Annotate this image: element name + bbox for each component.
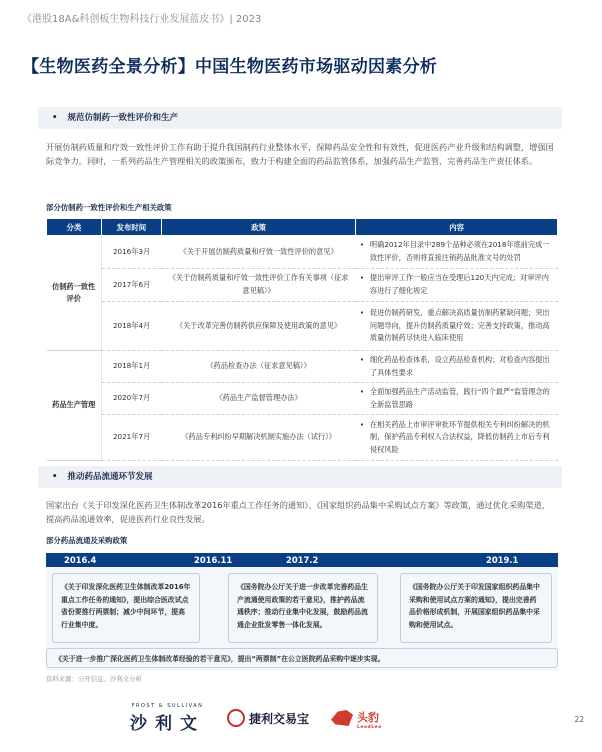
section-heading-text: 推动药品流通环节发展 — [67, 472, 153, 482]
page-number: 22 — [574, 715, 584, 724]
table-row — [47, 383, 558, 415]
table-row — [47, 268, 558, 302]
timeline-bottom-box: 《关于进一步推广深化医药卫生体制改革经验的若干意见》，提出“两票制”在公立医院药品采购中逐步实现。 — [46, 648, 558, 668]
table-row — [47, 236, 558, 269]
date-cell: 2016年3月 — [101, 236, 161, 269]
policy-cell: 《药品专利纠纷早期解决机制实施办法（试行）》 — [161, 415, 356, 461]
policy-cell: 《关于仿制药质量和疗效一致性评价工作有关事项（征求意见稿）》 — [161, 268, 356, 302]
date-cell: 2017年6月 — [101, 268, 161, 302]
section-paragraph: 开展仿制药质量和疗效一致性评价工作有助于提升我国制药行业整体水平，保障药品安全性和有效性，促进医药产业升级和结构调整，增强国际竞争力。同时，一系列药品生产管理相关的政策颁布，致力于构建全面的药品监管体系，加强药品生产监管，完善药品生产责任体系。 — [46, 142, 554, 166]
timeline-caption: 部分药品流通及采购政策 — [46, 536, 128, 545]
column-header: 发布时间 — [101, 219, 161, 236]
timeline-box: 《国务院办公厅关于进一步改革完善药品生产流通使用政策的若干意见》，推护药品流通秩序；推动行业集中化发展，鼓励药品流通企业批发零售一体化发展。 — [228, 573, 378, 643]
content-cell: • 在相关药品上市审评审批环节提供相关专利纠纷解决的机制，保护药品专利权人合法权益，降低仿制药上市后专利侵权风险 — [356, 415, 558, 461]
timeline-date: 2016.4 — [64, 555, 97, 565]
policy-cell: 《关于开展仿制药质量和疗效一致性评价的意见》 — [161, 236, 356, 269]
category-cell: 药品生产管理 — [47, 351, 102, 461]
content-cell: • 全面加强药品生产活动监管，践行“四个最严”监管理念的全新监管思路 — [356, 383, 558, 415]
source-note: 资料来源：公开信息、沙利文分析 — [46, 675, 142, 683]
policy-cell: 《药品检查办法（征求意见稿）》 — [161, 351, 356, 383]
policy-cell: 《药品生产监督管理办法》 — [161, 383, 356, 415]
section-heading-text: 规范仿制药一致性评价和生产 — [67, 113, 178, 123]
timeline-box: 《国务院办公厅关于印发国家组织药品集中采购和使用试点方案的通知》，提出完善药品价格形成机制，开展国家组织药品集中采购和使用试点。 — [400, 573, 552, 643]
date-cell: 2021年7月 — [101, 415, 161, 461]
bullet-icon: • — [52, 113, 58, 123]
column-header: 政策 — [161, 219, 356, 236]
policy-table — [46, 218, 558, 461]
content-cell: • 细化药品检查体系，设立药品检查机构；对检查内容提出了具体性要求 — [356, 351, 558, 383]
content-cell: • 促进仿制药研发，重点解决高质量仿制药紧缺问题；突出问题导向，提升仿制药质量疗效；完善支持政策，推动高质量仿制药尽快进入临床使用 — [356, 302, 558, 351]
table-row — [47, 302, 558, 351]
jieli-emblem-icon — [227, 709, 245, 727]
date-cell: 2018年1月 — [101, 351, 161, 383]
content-cell: • 提出审评工作一般应当在受理后120天内完成；对审评内容进行了细化规定 — [356, 268, 558, 302]
page-title: 【生物医药全景分析】中国生物医药市场驱动因素分析 — [22, 57, 438, 77]
column-header: 分类 — [47, 219, 102, 236]
document-header: 《港股18A&科创板生物科技行业发展蓝皮书》| 2023 — [22, 14, 262, 25]
table-row — [47, 351, 558, 383]
jieli-logo: 捷利交易宝 — [227, 709, 309, 727]
section-paragraph: 国家出台《关于印发深化医药卫生体制改革2016年重点工作任务的通知》、《国家组织药品集中采购试点方案》等政策，通过优化采购渠道，提高药品流通效率，促进医药行业良性发展。 — [46, 500, 550, 524]
timeline-date: 2019.1 — [486, 555, 519, 565]
content-cell: • 明确2012年目录中289个品种必须在2018年底前完成一致性评价，否则将直接注销药品批准文号的处罚 — [356, 236, 558, 269]
timeline-box: 《关于印发深化医药卫生体制改革2016年重点工作任务的通知》，提出综合医改试点省份要推行两票制；减少中间环节，提高行业集中度。 — [52, 573, 200, 643]
policy-cell: 《关于改革完善仿制药供应保障及使用政策的意见》 — [161, 302, 356, 351]
date-cell: 2018年4月 — [101, 302, 161, 351]
frost-sullivan-logo: FROST & SULLIVAN 沙利文 — [130, 702, 205, 734]
bullet-icon: • — [52, 472, 58, 482]
category-cell: 仿制药一致性评价 — [47, 236, 102, 351]
leadleo-logo: 头豹 LeadLeo — [331, 706, 382, 730]
timeline-date: 2016.11 — [194, 555, 233, 565]
column-header: 内容 — [356, 219, 558, 236]
section-heading-circulation — [38, 466, 562, 488]
leopard-icon — [331, 710, 353, 726]
date-cell: 2020年7月 — [101, 383, 161, 415]
table-row — [47, 415, 558, 461]
table-caption: 部分仿制药一致性评价和生产相关政策 — [46, 203, 172, 212]
timeline-date: 2017.2 — [286, 555, 319, 565]
section-heading-generics — [38, 107, 562, 129]
footer-logos — [130, 700, 382, 736]
